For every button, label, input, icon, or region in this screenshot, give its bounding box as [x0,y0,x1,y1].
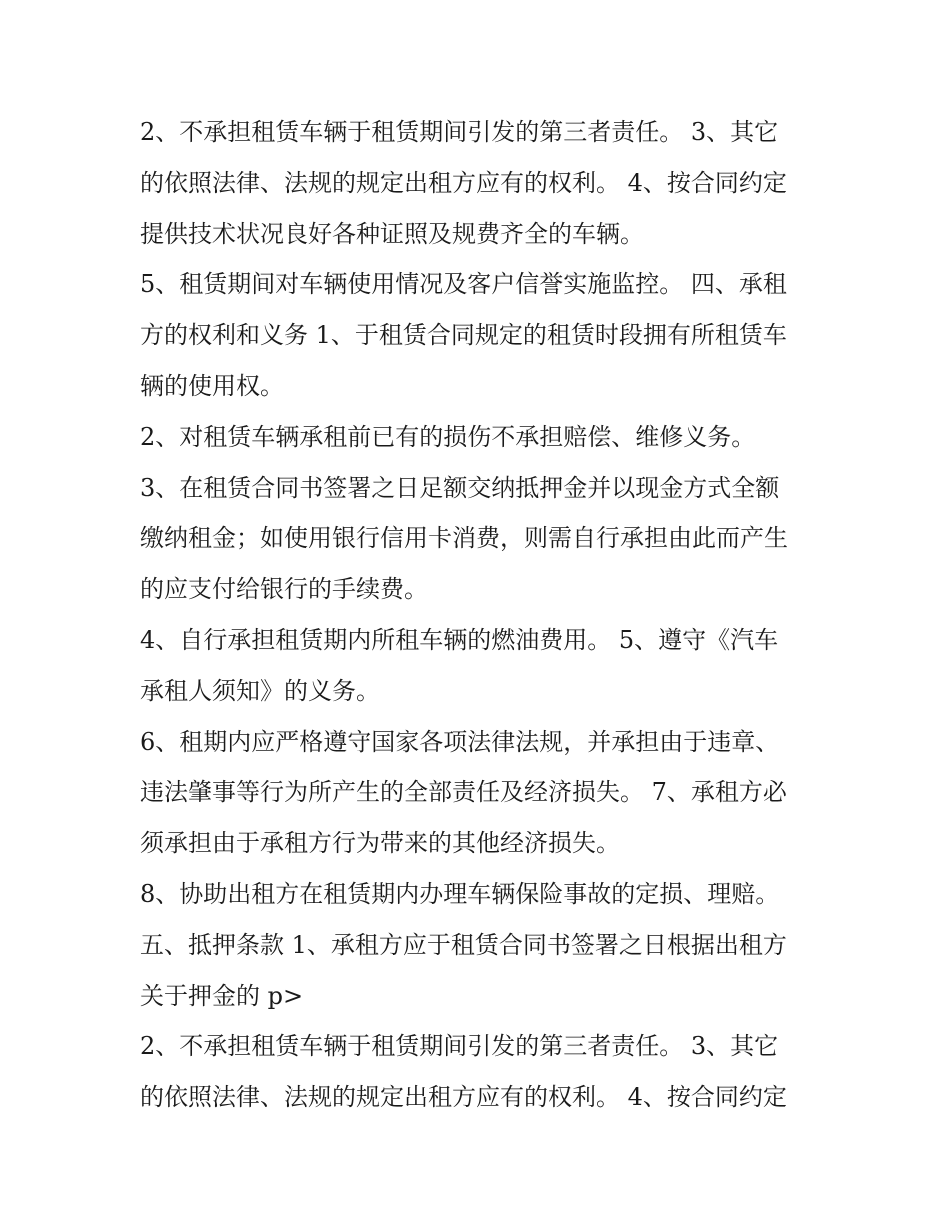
text-line: 4、自行承担租赁期内所租车辆的燃油费用。 5、遵守《汽车 [140,625,779,654]
text-line: 的依照法律、法规的规定出租方应有的权利。 4、按合同约定 [140,1083,787,1112]
text-line: 五、抵押条款 1、承租方应于租赁合同书签署之日根据出租方 [140,930,787,959]
text-line: 承租人须知》的义务。 [140,676,380,705]
paragraph-4 [140,463,820,615]
text-line: 2、不承担租赁车辆于租赁期间引发的第三者责任。 3、其它 [140,118,779,146]
paragraph-2 [140,259,820,411]
text-line: 2、对租赁车辆承租前已有的损伤不承担赔偿、维修义务。 [140,422,756,451]
text-line: 6、租期内应严格遵守国家各项法律法规，并承担由于违章、 [140,727,780,756]
text-line: 2、不承担租赁车辆于租赁期间引发的第三者责任。 3、其它 [140,1032,779,1061]
paragraph-5 [140,615,820,717]
text-line: 8、协助出租方在租赁期内办理车辆保险事故的定损、理赔。 [140,879,780,908]
text-line: 方的权利和义务 1、于租赁合同规定的租赁时段拥有所租赁车 [140,321,787,350]
text-line: 辆的使用权。 [140,371,284,400]
paragraph-6 [140,717,820,869]
paragraph-9 [140,1021,820,1123]
text-line: 关于押金的 p> [140,981,304,1010]
text-line: 缴纳租金；如使用银行信用卡消费，则需自行承担由此而产生 [140,524,788,553]
text-line: 提供技术状况良好各种证照及规费齐全的车辆。 [140,219,644,248]
paragraph-1 [140,107,820,259]
paragraph-7 [140,869,820,920]
text-line: 的应支付给银行的手续费。 [140,575,428,604]
text-line: 3、在租赁合同书签署之日足额交纳抵押金并以现金方式全额 [140,473,780,502]
text-line: 违法肇事等行为所产生的全部责任及经济损失。 7、承租方必 [140,778,787,807]
paragraph-3 [140,412,820,463]
text-line: 的依照法律、法规的规定出租方应有的权利。 4、按合同约定 [140,168,787,197]
text-line: 须承担由于承租方行为带来的其他经济损失。 [140,829,620,858]
document-body [140,107,820,1123]
text-line: 5、租赁期间对车辆使用情况及客户信誉实施监控。 四、承租 [140,270,787,299]
paragraph-8 [140,920,820,1022]
